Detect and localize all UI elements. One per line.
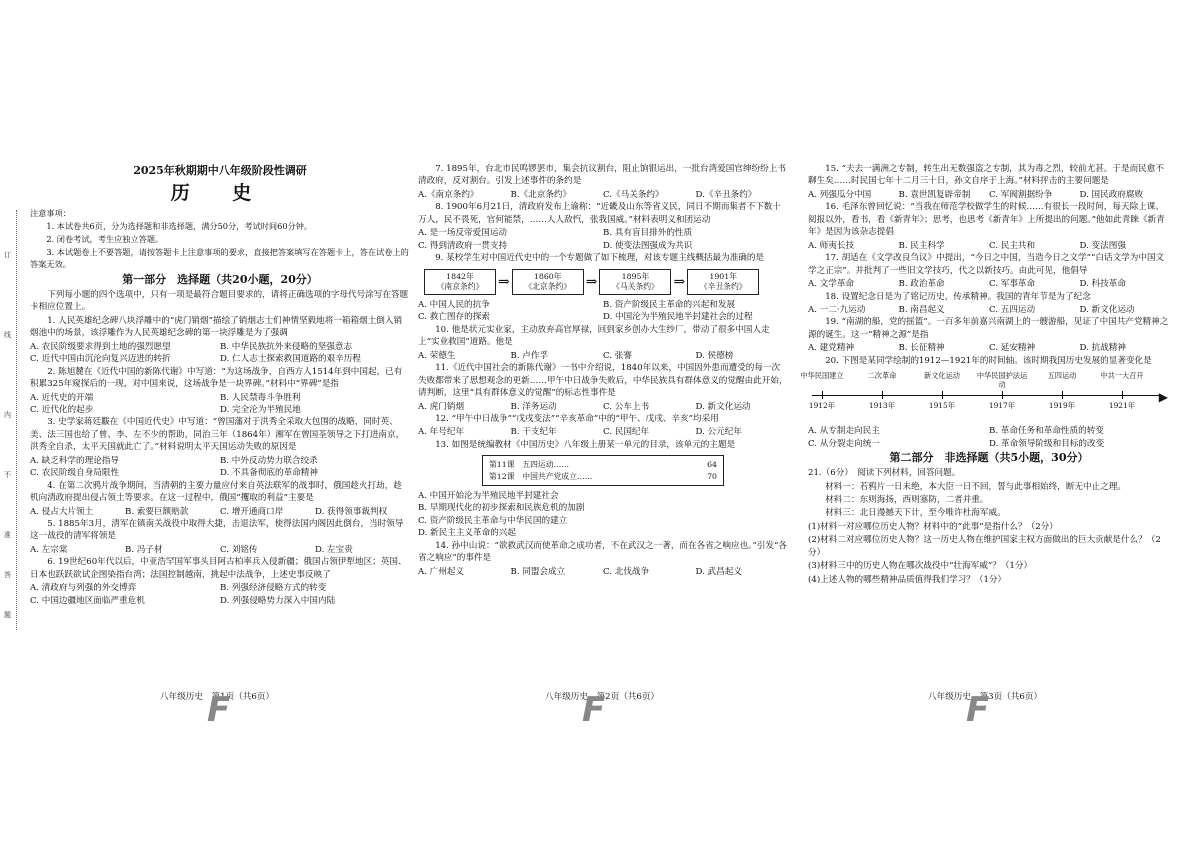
option-a: A. 广州起义 bbox=[418, 566, 465, 577]
option-c: C. 近代化的起步 bbox=[30, 404, 94, 415]
timeline-tick bbox=[1062, 391, 1063, 399]
option-a: A. 缺乏科学的理论指导 bbox=[30, 455, 120, 466]
watermark-letter: F bbox=[582, 690, 606, 730]
option-a: A. 年号纪年 bbox=[418, 427, 465, 438]
option-c: C. 增开通商口岸 bbox=[220, 506, 284, 517]
option-c: C. 民国纪年 bbox=[603, 427, 650, 438]
option-b: B. 冯子材 bbox=[125, 544, 163, 555]
options-row bbox=[808, 304, 1170, 316]
binding-margin bbox=[2, 210, 17, 630]
timeline-tick bbox=[942, 391, 943, 399]
timeline-event: 中华民国建立 bbox=[800, 371, 844, 381]
option-b: B. 列强经济侵略方式的转变 bbox=[220, 583, 327, 594]
options-row bbox=[808, 189, 1170, 201]
options-row bbox=[808, 240, 1170, 252]
option-b: B. 革命任务和革命性质的转变 bbox=[989, 426, 1104, 437]
option-b: B. 长征精神 bbox=[898, 343, 945, 354]
page-1-column bbox=[30, 163, 410, 607]
question-stem: 7. 1895年，台北市民鸣锣罢市，集会抗议割台，阻止饷银运出，一批台湾爱国官绅纷纷上书清政府，反对割台。引发上述事件的条约是 bbox=[418, 164, 786, 187]
option-a: A. 列强瓜分中国 bbox=[808, 189, 872, 200]
note-item: 3. 本试题卷上不要答题，请按答题卡上注意事项的要求，直接把答案填写在答题卡上，答在试卷上的答案无效。 bbox=[30, 247, 409, 270]
option-d: D. 中国沦为半殖民地半封建社会的过程 bbox=[603, 312, 753, 323]
options-row bbox=[418, 227, 788, 252]
flow-treaty: 《北京条约》 bbox=[524, 281, 572, 291]
question-stem: 17. 胡适在《文学改良刍议》中提出，“今日之中国，当造今日之文学”“白话文学为中国文学之正宗”。并批判了一些旧文学技巧，代之以新技巧。由此可见，他倡导 bbox=[808, 253, 1165, 276]
question-stem: 14. 孙中山说：“欲救武汉而使革命之成功者，不在武汉之一著，而在各省之响应也。”引发“各省之响应”的事件是 bbox=[418, 540, 788, 564]
option-d: D. 抗战精神 bbox=[1079, 343, 1126, 354]
flow-treaty: 《南京条约》 bbox=[436, 281, 484, 291]
timeline-diagram bbox=[800, 371, 1170, 423]
question-q15 bbox=[808, 163, 1170, 201]
flow-arrow-icon: ⇒ bbox=[585, 273, 598, 290]
option-d: D. 仁人志士探索救国道路的艰辛历程 bbox=[220, 354, 361, 365]
question-q8 bbox=[418, 201, 788, 252]
margin-label: 准 bbox=[4, 531, 11, 539]
question-q7 bbox=[418, 163, 788, 201]
flow-box bbox=[512, 269, 584, 295]
margin-label: 题 bbox=[4, 611, 11, 619]
question-q17 bbox=[808, 252, 1170, 290]
unit-table-of-contents bbox=[482, 455, 724, 486]
timeline-year: 1915年 bbox=[928, 401, 956, 411]
option-d: D. 不具备彻底的革命精神 bbox=[220, 468, 318, 479]
option-b: B. 袁世凯复辟帝制 bbox=[898, 189, 971, 200]
notes-block bbox=[30, 208, 410, 270]
material-one: 材料一：若鸦片一日未绝，本大臣一日不回，誓与此事相始终，断无中止之理。 bbox=[825, 481, 1126, 492]
question-stem: 10. 他是状元实业家，主动放弃高官厚禄，回到家乡创办大生纱厂，带动了很多中国人走上“实业救国”道路。他是 bbox=[418, 324, 770, 348]
flow-arrow-icon: ⇒ bbox=[498, 273, 510, 290]
question-stem: 3. 史学家蒋廷黻在《中国近代史》中写道：“曾国藩对于洪秀全采取大包围的战略，同时英、美、法三国也给了曾、李、左不少的帮助，同治三年（1864年）湘军在曾国荃领导之下打进南京，洪秀全自杀，太平天国就此亡了。”材料说明太平天国运动失败的原因是 bbox=[30, 417, 405, 453]
flow-box bbox=[599, 269, 671, 295]
timeline-arrow-icon: ▶ bbox=[1158, 390, 1168, 405]
option-c: C. 北伐战争 bbox=[603, 566, 650, 577]
margin-label: 答 bbox=[4, 571, 11, 579]
option-d: D. 列强侵略势力深入中国内陆 bbox=[220, 595, 336, 606]
options-row bbox=[30, 392, 410, 417]
margin-label: 线 bbox=[4, 331, 11, 339]
option-a: A. 文学革命 bbox=[808, 279, 855, 290]
note-item: 2. 闭卷考试，考生应独立答题。 bbox=[46, 234, 164, 245]
timeline-tick bbox=[882, 391, 883, 399]
flow-box bbox=[424, 269, 496, 295]
option-a: A. 侵占大片领土 bbox=[30, 506, 94, 517]
question-stem: 16. 毛泽东曾回忆说：“当我在师范学校做学生的时候……有很长一段时间，每天除上课、阅报以外，看书，看《新青年》；思考，也思考《新青年》上所提出的问题。”他如此青睐《新青年》是因为该杂志提倡 bbox=[808, 202, 1165, 238]
watermark-letter: F bbox=[966, 690, 990, 730]
option-d: D. 侯德榜 bbox=[695, 350, 734, 361]
option-a: A. 中国开始沦为半殖民地半封建社会 bbox=[418, 490, 559, 501]
toc-page: 64 bbox=[707, 460, 717, 470]
option-d: D. 革命领导阶级和目标的改变 bbox=[989, 438, 1105, 449]
toc-row bbox=[489, 459, 717, 470]
question-q18 bbox=[808, 291, 1170, 317]
question-q1 bbox=[30, 315, 410, 366]
question-q19 bbox=[808, 316, 1170, 354]
question-stem: 2. 陈旭麓在《近代中国的新陈代谢》中写道：“为这场战争，自西方人1514年到中国起，已有积累325年窥探后的一现，对中国来说，这场战争是一块界碑。”材料中“界碑”是指 bbox=[30, 366, 403, 390]
option-a: A.《南京条约》 bbox=[418, 189, 479, 200]
option-c: C. 得到清政府一贯支持 bbox=[418, 240, 508, 251]
question-stem: 9. 某校学生对中国近代史中的一个专题做了如下梳理，对该专题主线概括最为准确的是 bbox=[435, 253, 765, 264]
timeline-tick bbox=[1122, 391, 1123, 399]
part2-title: 第二部分 非选择题（共5小题，30分） bbox=[889, 451, 1089, 465]
option-a: A. 一二·九运动 bbox=[808, 304, 866, 315]
option-a: A. 清政府与列强的外交博弈 bbox=[30, 583, 137, 594]
option-c: C. 资产阶级民主革命与中华民国的建立 bbox=[418, 515, 568, 526]
timeline-event: 中共一大召开 bbox=[1100, 371, 1144, 381]
option-c: C. 救亡图存的探索 bbox=[418, 312, 490, 323]
flow-box bbox=[687, 269, 759, 295]
question-stem: 1. 人民英雄纪念碑八块浮雕中的“虎门销烟”描绘了销烟志士们神情坚毅地将一箱箱烟土倒入销烟池中的场景，该浮雕作为人民英雄纪念碑的第一块浮雕是为了强调 bbox=[30, 315, 403, 339]
flow-year: 1860年 bbox=[533, 271, 562, 281]
option-d: D.《辛丑条约》 bbox=[695, 189, 757, 200]
q21-subquestion: (3)材料三中的历史人物在哪次战役中“壮海军威”？（1分） bbox=[808, 561, 1033, 572]
question-q6 bbox=[30, 556, 410, 607]
question-q4 bbox=[30, 480, 410, 518]
question-q20 bbox=[800, 355, 1170, 450]
treaty-flow-diagram bbox=[424, 269, 788, 295]
toc-row bbox=[489, 471, 717, 482]
option-b: B. 具有盲目排外的性质 bbox=[603, 228, 693, 239]
option-c: C. 军事革命 bbox=[989, 279, 1036, 290]
notes-heading: 注意事项： bbox=[30, 208, 71, 219]
timeline-year: 1921年 bbox=[1108, 401, 1136, 411]
option-a: A. 建党精神 bbox=[808, 343, 855, 354]
option-c: C. 从分裂走向统一 bbox=[808, 438, 880, 449]
option-d: D. 新文化运动 bbox=[1079, 304, 1135, 315]
question-stem: 4. 在第二次鸦片战争期间，当清朝的主要力量应付来自英法联军的战事时，俄国趁火打劫，趁机向清政府提出侵占领土等要求。在这一过程中，俄国“攫取的利益”主要是 bbox=[30, 480, 402, 504]
page-footer: 八年级历史 第1页（共6页） bbox=[160, 692, 275, 702]
option-c: C. 张謇 bbox=[603, 350, 632, 361]
option-a: A. 农民阶级要求得到土地的强烈愿望 bbox=[30, 341, 171, 352]
timeline-year: 1919年 bbox=[1048, 401, 1076, 411]
part1-title: 第一部分 选择题（共20小题，20分） bbox=[122, 272, 318, 286]
margin-label: 内 bbox=[4, 411, 11, 419]
page-2-column bbox=[418, 163, 788, 578]
option-a: A. 师夷长技 bbox=[808, 240, 855, 251]
option-a: A. 从专制走向民主 bbox=[808, 426, 880, 437]
question-q3 bbox=[30, 416, 410, 479]
option-d: D. 变法图强 bbox=[1079, 240, 1126, 251]
part1-instruction: 下列每小题的四个选项中，只有一项是最符合题目要求的，请将正确选项的字母代号涂写在答题卡相应位置上。 bbox=[30, 289, 409, 313]
option-b: B. 早期现代化的初步探索和民族危机的加剧 bbox=[418, 503, 585, 514]
options-row bbox=[808, 278, 1170, 290]
timeline-year: 1913年 bbox=[868, 401, 896, 411]
option-b: B. 干支纪年 bbox=[510, 427, 557, 438]
q21-subquestion: (1)材料一对应哪位历史人物？材料中的“此事”是指什么？（2分） bbox=[808, 521, 1058, 532]
option-d: D. 新民主主义革命的兴起 bbox=[418, 528, 516, 539]
option-d: D. 使变法图强成为共识 bbox=[603, 240, 693, 251]
option-c: C. 刘铭传 bbox=[220, 544, 258, 555]
options-row bbox=[418, 189, 788, 201]
options-row bbox=[30, 544, 410, 556]
question-stem: 8. 1900年6月21日，清政府发布上谕称：“近畿及山东等省义民，同日不期而集者不下数十万人，民不畏死，官何能禁，……人人敌忾，张我国威。”材料表明义和团运动 bbox=[418, 202, 781, 225]
material-three: 材料三：北日漫撼天下计，至今唯许杜海军威。 bbox=[825, 508, 1006, 519]
option-c: C. 军阀割据纷争 bbox=[989, 189, 1053, 200]
q21-subquestion: (2)材料二对应哪位历史人物？这一历史人物在维护国家主权方面做出的巨大贡献是什么？（2分） bbox=[808, 535, 1161, 558]
options-row bbox=[30, 582, 410, 607]
options-row bbox=[418, 566, 788, 578]
option-c: C.《马关条约》 bbox=[603, 189, 664, 200]
question-q14 bbox=[418, 540, 788, 578]
options-row bbox=[418, 426, 788, 438]
option-b: B. 卢作孚 bbox=[510, 350, 549, 361]
option-d: D. 左宝贵 bbox=[315, 544, 353, 555]
timeline-tick bbox=[1002, 391, 1003, 399]
flow-year: 1842年 bbox=[446, 271, 474, 281]
question-stem: 12. “甲午中日战争”“戊戌变法”“辛亥革命”中的“甲午、戊戌、辛亥”均采用 bbox=[435, 413, 719, 424]
option-d: D. 新文化运动 bbox=[695, 401, 751, 412]
options-row bbox=[418, 350, 788, 362]
options-row bbox=[808, 342, 1170, 354]
watermark-letter: F bbox=[207, 690, 231, 730]
options-row bbox=[30, 341, 410, 366]
options-row bbox=[418, 299, 788, 324]
option-c: C. 五四运动 bbox=[989, 304, 1036, 315]
exam-title: 2025年秋期期中八年级阶段性调研 bbox=[133, 164, 307, 177]
options-row bbox=[30, 455, 410, 480]
option-a: A. 左宗棠 bbox=[30, 544, 68, 555]
option-c: C. 中国边疆地区面临严重危机 bbox=[30, 595, 145, 606]
option-b: B.《北京条约》 bbox=[510, 189, 572, 200]
toc-page: 70 bbox=[707, 471, 717, 481]
option-b: B. 民主科学 bbox=[898, 240, 945, 251]
option-d: D. 公元纪年 bbox=[695, 427, 742, 438]
question-stem: 5. 1885年3月，清军在镇南关战役中取得大捷，击退法军，使得法国内阁因此倒台，当时领导这一战役的清军将领是 bbox=[30, 519, 404, 542]
q21-subquestion: (4)上述人物的哪些精神品质值得我们学习？（1分） bbox=[808, 574, 1007, 585]
question-stem: 18. 设置纪念日是为了铭记历史，传承精神。我国的青年节是为了纪念 bbox=[825, 291, 1091, 302]
question-q16 bbox=[808, 201, 1170, 252]
options-row bbox=[808, 425, 1170, 450]
margin-label: 订 bbox=[4, 251, 11, 259]
timeline-year: 1917年 bbox=[988, 401, 1016, 411]
question-stem: 11.《近代中国社会的新陈代谢》一书中介绍说，1840年以来，中国因外患而遭受的每一次失败都带来了思想观念的更新……甲午中日战争失败后，中华民族具有群体意义的觉醒由此开始，请判断，这里“具有群体意义的觉醒”的标志性事件是 bbox=[418, 363, 788, 399]
option-c: C. 公车上书 bbox=[603, 401, 650, 412]
flow-treaty: 《辛丑条约》 bbox=[699, 281, 747, 291]
option-c: C. 近代中国由沉沦向复兴迈进的转折 bbox=[30, 354, 171, 365]
option-b: B. 资产阶级民主革命的兴起和发展 bbox=[603, 299, 736, 310]
material-two: 材料二：东则海扬，西则塞防，二者并重。 bbox=[825, 495, 989, 505]
option-d: D. 科技革命 bbox=[1079, 279, 1126, 290]
option-c: C. 农民阶级自身局限性 bbox=[30, 468, 120, 479]
toc-lesson: 第11课 五四运动…… bbox=[489, 460, 570, 470]
margin-label: 不 bbox=[4, 471, 11, 479]
flow-year: 1901年 bbox=[709, 271, 738, 281]
question-q11 bbox=[418, 362, 788, 413]
page-3-column bbox=[800, 163, 1170, 587]
option-b: B. 洋务运动 bbox=[510, 401, 557, 412]
question-q12 bbox=[418, 413, 788, 439]
option-c: C. 民主共和 bbox=[989, 240, 1036, 251]
timeline-axis bbox=[812, 395, 1160, 396]
toc-lesson: 第12课 中国共产党成立…… bbox=[489, 471, 593, 481]
option-d: D. 获得领事裁判权 bbox=[315, 506, 388, 517]
q21-intro: 21.（6分） 阅读下列材料，回答问题。 bbox=[808, 468, 961, 479]
options-row bbox=[418, 401, 788, 413]
option-a: A. 是一场反帝爱国运动 bbox=[418, 228, 508, 239]
options-row bbox=[30, 506, 410, 518]
timeline-year: 1912年 bbox=[808, 401, 836, 411]
question-q5 bbox=[30, 518, 410, 556]
question-q9 bbox=[418, 252, 788, 324]
option-b: B. 同盟会成立 bbox=[510, 566, 566, 577]
question-q13 bbox=[418, 439, 788, 540]
option-d: D. 国民政府腐败 bbox=[1079, 189, 1144, 200]
option-b: B. 中华民族抗外来侵略的坚强意志 bbox=[220, 341, 353, 352]
timeline-event: 中华民国护法运动 bbox=[976, 371, 1028, 390]
option-c: C. 延安精神 bbox=[989, 343, 1036, 354]
question-q10 bbox=[418, 324, 788, 362]
question-stem: 19. “南湖的船，党的摇篮”。一百多年前嘉兴南湖上的一艘游船，见证了中国共产党精神之源的诞生。这一“精神之源”是指 bbox=[808, 317, 1169, 340]
timeline-event: 五四运动 bbox=[1047, 371, 1077, 381]
option-a: A. 荣德生 bbox=[418, 350, 456, 361]
note-item: 1. 本试卷共6页，分为选择题和非选择题，满分50分，考试时间60分钟。 bbox=[46, 221, 313, 232]
question-stem: 13. 如图是统编教材《中国历史》八年级上册某一单元的目录，该单元的主题是 bbox=[435, 439, 736, 450]
page-footer: 八年级历史 第2页（共6页） bbox=[545, 692, 660, 702]
option-d: D. 完全沦为半殖民地 bbox=[220, 404, 301, 415]
question-stem: 6. 19世纪60年代以后，中亚浩罕国军事头目阿古柏率兵入侵新疆；俄国占领伊犁地区；英国、日本也跃跃欲试企图染指台湾；法国控制越南，挑起中法战争，上述史事反映了 bbox=[30, 557, 407, 580]
question-q2 bbox=[30, 366, 410, 417]
timeline-event: 新文化运动 bbox=[924, 371, 960, 381]
option-a: A. 虎门销烟 bbox=[418, 401, 465, 412]
timeline-tick bbox=[822, 391, 823, 399]
subject-title: 历 史 bbox=[170, 181, 270, 204]
flow-treaty: 《马关条约》 bbox=[612, 281, 659, 291]
option-b: B. 南昌起义 bbox=[898, 304, 945, 315]
option-b: B. 人民禁毒斗争胜利 bbox=[220, 392, 301, 403]
option-b: B. 索要巨额赔款 bbox=[125, 506, 189, 517]
option-b: B. 中外反动势力联合绞杀 bbox=[220, 455, 318, 466]
page-footer: 八年级历史 第3页（共6页） bbox=[928, 692, 1043, 702]
flow-year: 1895年 bbox=[621, 271, 650, 281]
option-a: A. 中国人民的抗争 bbox=[418, 299, 490, 310]
option-a: A. 近代史的开端 bbox=[30, 392, 94, 403]
option-d: D. 武昌起义 bbox=[695, 566, 742, 577]
question-stem: 20. 下图是某同学绘制的1912—1921年的时间轴。该时期我国历史发展的显著变化是 bbox=[825, 355, 1152, 366]
option-b: B. 政治革命 bbox=[898, 279, 945, 290]
options-row bbox=[418, 490, 788, 540]
timeline-event: 二次革命 bbox=[867, 371, 897, 381]
flow-arrow-icon: ⇒ bbox=[673, 273, 686, 290]
question-stem: 15. “夫去一满洲之专制，转生出无数强盗之专制，其为毒之烈，较前尤甚。于是而民愈不聊生矣……时民国七年十二月三十日，孙文自序于上海。”材料抨击的主要问题是 bbox=[808, 164, 1164, 187]
